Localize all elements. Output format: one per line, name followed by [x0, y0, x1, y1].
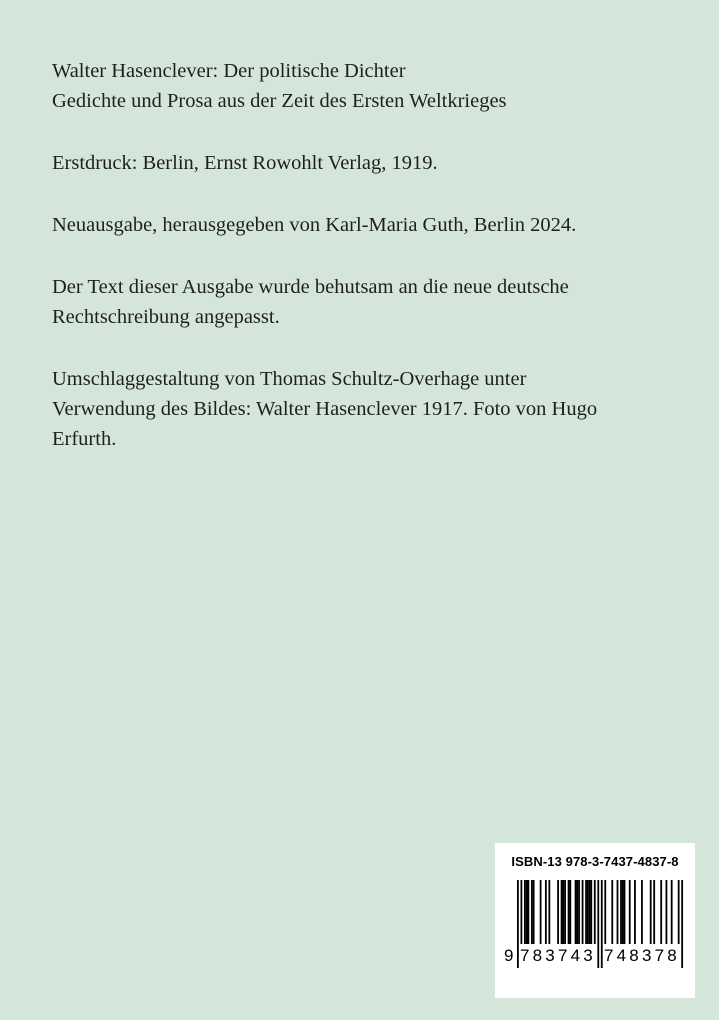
barcode-bar-5	[531, 880, 533, 944]
barcode-bar-35	[641, 880, 643, 944]
first-print-text: Erstdruck: Berlin, Ernst Rowohlt Verlag, 1919.	[52, 152, 438, 174]
isbn-barcode-box	[495, 843, 695, 998]
barcode-bar-40	[671, 880, 673, 944]
barcode-bar-12	[562, 880, 564, 944]
orthography-note	[52, 272, 672, 332]
barcode-bar-17	[576, 880, 578, 944]
barcode-bar-16	[575, 880, 577, 944]
book-subtitle: Gedichte und Prosa aus der Zeit des Ersten Weltkrieges	[52, 90, 507, 112]
barcode-bar-33	[629, 880, 631, 944]
isbn-digits-left: 783743	[520, 944, 596, 968]
cover-credit-line: Verwendung des Bildes: Walter Hasenclever 1917. Foto von Hugo	[52, 398, 598, 420]
barcode-bar-3	[526, 880, 528, 944]
imprint-text	[52, 56, 672, 486]
barcode-bar-19	[582, 880, 584, 944]
barcode-bar-9	[548, 880, 550, 944]
barcode-bar-6	[533, 880, 535, 944]
barcode-bar-39	[666, 880, 668, 944]
barcode-bar-11	[561, 880, 563, 944]
barcode-bar-34	[634, 880, 636, 944]
cover-credit-line: Umschlaggestaltung von Thomas Schultz-Overhage unter	[52, 368, 527, 390]
barcode-bar-2	[524, 880, 526, 944]
barcode-bar-8	[545, 880, 547, 944]
new-edition-note	[52, 210, 672, 240]
barcode-bar-32	[624, 880, 626, 944]
barcode-bar-18	[578, 880, 580, 944]
barcode-bar-38	[660, 880, 662, 944]
barcode-bar-28	[611, 880, 613, 944]
barcode-bar-30	[620, 880, 622, 944]
isbn-digits-right: 748378	[604, 944, 680, 968]
barcode-bar-21	[587, 880, 589, 944]
orthography-line: Der Text dieser Ausgabe wurde behutsam an die neue deutsche	[52, 276, 569, 298]
barcode-bar-14	[568, 880, 570, 944]
barcode-bar-37	[653, 880, 655, 944]
barcode-bar-4	[527, 880, 529, 944]
barcode-bar-24	[594, 880, 596, 944]
first-print-note	[52, 148, 672, 178]
barcode-bar-22	[589, 880, 591, 944]
barcode-bar-10	[557, 880, 559, 944]
barcode-bar-13	[564, 880, 566, 944]
isbn-digit-first: 9	[504, 944, 513, 968]
isbn-digits	[505, 944, 685, 974]
barcode-bar-15	[569, 880, 571, 944]
barcode-bar-27	[604, 880, 606, 944]
new-edition-text: Neuausgabe, herausgegeben von Karl-Maria Guth, Berlin 2024.	[52, 214, 577, 236]
barcode-bar-20	[585, 880, 587, 944]
barcode-bar-36	[650, 880, 652, 944]
barcode-bar-7	[540, 880, 542, 944]
barcode-bar-23	[590, 880, 592, 944]
cover-credit-line: Erfurth.	[52, 428, 117, 450]
cover-credit-note	[52, 364, 672, 454]
title-block	[52, 56, 672, 116]
book-title: Walter Hasenclever: Der politische Dichter	[52, 60, 406, 82]
barcode-bar-31	[622, 880, 624, 944]
isbn-label: ISBN-13 978-3-7437-4837-8	[511, 854, 679, 869]
barcode-bar-29	[617, 880, 619, 944]
orthography-line: Rechtschreibung angepasst.	[52, 306, 280, 328]
